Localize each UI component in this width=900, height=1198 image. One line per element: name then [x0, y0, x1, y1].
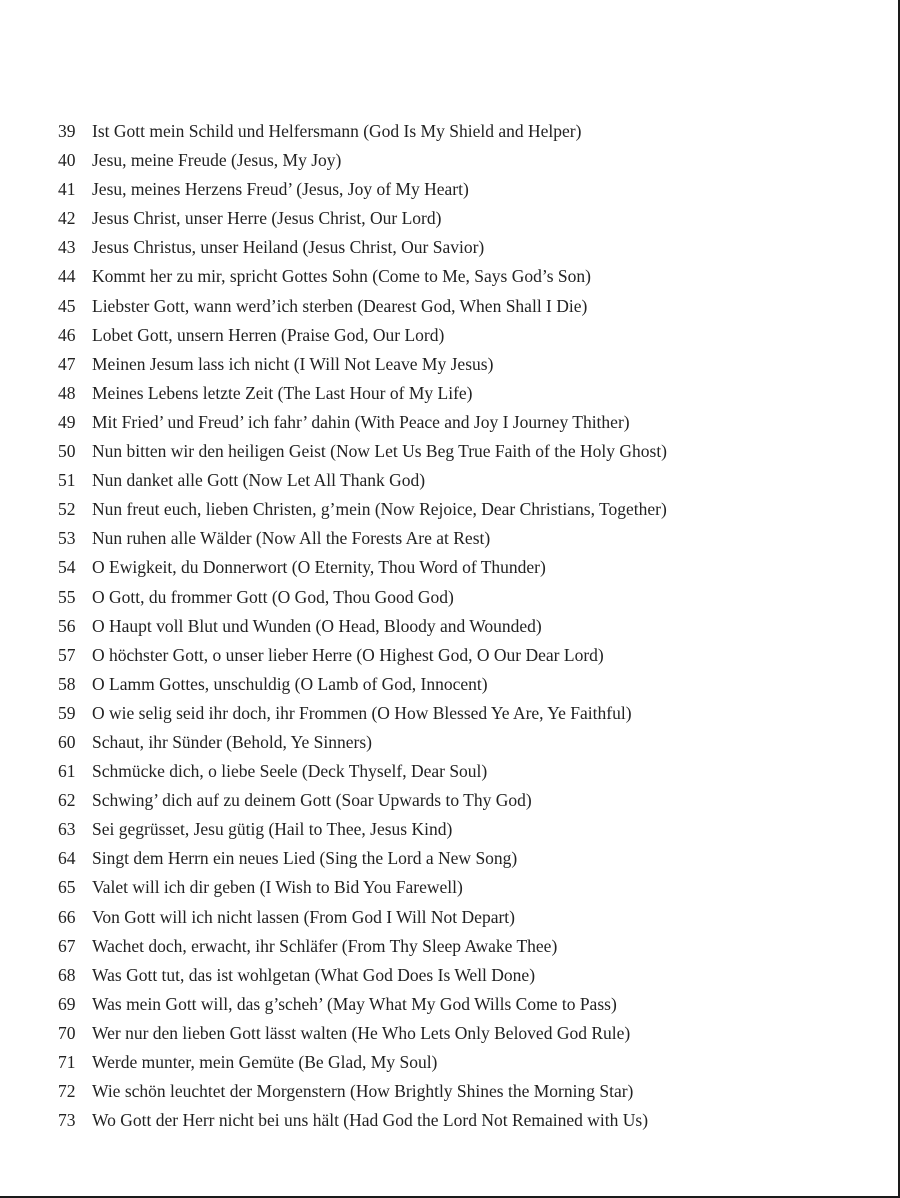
entry-title: Valet will ich dir geben (I Wish to Bid You Farewell): [92, 877, 463, 898]
entry-number: 39: [58, 121, 76, 141]
entry-number: 57: [58, 644, 76, 665]
entry-number: 55: [58, 586, 76, 607]
entry-number: 70: [58, 1022, 76, 1043]
entry-number: 64: [58, 848, 76, 869]
entry-title: Schaut, ihr Sünder (Behold, Ye Sinners): [92, 731, 372, 752]
list-item: [58, 495, 667, 524]
entry-title: O höchster Gott, o unser lieber Herre (O Highest God, O Our Dear Lord): [92, 644, 604, 665]
entry-number: 43: [58, 237, 76, 258]
list-item: [58, 1019, 667, 1048]
entry-number: 42: [58, 208, 76, 229]
entry-number: 68: [58, 964, 76, 985]
entry-number: 46: [58, 324, 76, 345]
entry-title: Nun bitten wir den heiligen Geist (Now Let Us Beg True Faith of the Holy Ghost): [92, 441, 668, 462]
entry-title: Jesus Christ, unser Herre (Jesus Christ, Our Lord): [92, 208, 442, 229]
entry-number: 52: [58, 499, 76, 520]
entry-number: 48: [58, 382, 76, 403]
entry-title: Wer nur den lieben Gott lässt walten (He Who Lets Only Beloved God Rule): [92, 1022, 631, 1043]
list-item: [58, 1077, 667, 1106]
chorale-list: [58, 117, 667, 1135]
entry-number: 54: [58, 557, 76, 578]
entry-number: 51: [58, 470, 76, 491]
list-item: [58, 262, 667, 291]
entry-number: 47: [58, 353, 76, 374]
list-item: [58, 1048, 667, 1077]
entry-title: Von Gott will ich nicht lassen (From God I Will Not Depart): [92, 906, 515, 927]
list-item: [58, 873, 667, 902]
list-item: [58, 233, 667, 262]
list-item: [58, 553, 667, 582]
entry-title: Schwing’ dich auf zu deinem Gott (Soar Upwards to Thy God): [92, 790, 532, 811]
entry-number: 67: [58, 935, 76, 956]
entry-number: 40: [58, 150, 76, 171]
entry-number: 60: [58, 731, 76, 752]
entry-number: 59: [58, 702, 76, 723]
entry-number: 66: [58, 906, 76, 927]
entry-number: 61: [58, 761, 76, 782]
entry-title: O Gott, du frommer Gott (O God, Thou Good God): [92, 586, 454, 607]
entry-title: Meines Lebens letzte Zeit (The Last Hour of My Life): [92, 382, 473, 403]
list-item: [58, 699, 667, 728]
entry-number: 53: [58, 528, 76, 549]
list-item: [58, 524, 667, 553]
entry-title: Was Gott tut, das ist wohlgetan (What God Does Is Well Done): [92, 964, 536, 985]
entry-title: Jesu, meine Freude (Jesus, My Joy): [92, 150, 342, 171]
entry-title: O Lamm Gottes, unschuldig (O Lamb of God, Innocent): [92, 673, 488, 694]
list-item: [58, 146, 667, 175]
entry-number: 50: [58, 441, 76, 462]
list-item: [58, 1106, 667, 1135]
entry-title: Nun freut euch, lieben Christen, g’mein (Now Rejoice, Dear Christians, Together): [92, 499, 667, 520]
list-item: [58, 903, 667, 932]
entry-title: O Ewigkeit, du Donnerwort (O Eternity, Thou Word of Thunder): [92, 557, 546, 578]
entry-title: Liebster Gott, wann werd’ich sterben (Dearest God, When Shall I Die): [92, 295, 588, 316]
entry-number: 56: [58, 615, 76, 636]
list-item: [58, 292, 667, 321]
entry-title: Wachet doch, erwacht, ihr Schläfer (From Thy Sleep Awake Thee): [92, 935, 558, 956]
entry-number: 49: [58, 411, 76, 432]
entry-title: Sei gegrüsset, Jesu gütig (Hail to Thee, Jesus Kind): [92, 819, 453, 840]
entry-number: 44: [58, 266, 76, 287]
entry-title: Jesus Christus, unser Heiland (Jesus Christ, Our Savior): [92, 237, 485, 258]
entry-title: Nun danket alle Gott (Now Let All Thank God): [92, 470, 426, 491]
list-item: [58, 408, 667, 437]
entry-number: 63: [58, 819, 76, 840]
entry-number: 71: [58, 1052, 76, 1072]
list-item: [58, 932, 667, 961]
list-item: [58, 204, 667, 233]
list-item: [58, 641, 667, 670]
list-item: [58, 466, 667, 495]
entry-title: Schmücke dich, o liebe Seele (Deck Thyself, Dear Soul): [92, 761, 488, 782]
entry-number: 62: [58, 790, 76, 811]
list-item: [58, 175, 667, 204]
entry-title: Jesu, meines Herzens Freud’ (Jesus, Joy of My Heart): [92, 179, 469, 200]
entry-title: O Haupt voll Blut und Wunden (O Head, Bloody and Wounded): [92, 615, 542, 636]
entry-title: Singt dem Herrn ein neues Lied (Sing the Lord a New Song): [92, 848, 518, 869]
entry-number: 69: [58, 993, 76, 1014]
list-item: [58, 437, 667, 466]
entry-title: Was mein Gott will, das g’scheh’ (May What My God Wills Come to Pass): [92, 993, 617, 1014]
list-item: [58, 961, 667, 990]
entry-number: 65: [58, 877, 76, 898]
list-item: [58, 844, 667, 873]
entry-title: Werde munter, mein Gemüte (Be Glad, My Soul): [92, 1052, 438, 1072]
list-item: [58, 379, 667, 408]
list-item: [58, 990, 667, 1019]
entry-title: O wie selig seid ihr doch, ihr Frommen (O How Blessed Ye Are, Ye Faithful): [92, 702, 632, 723]
list-item: [58, 350, 667, 379]
entry-number: 72: [58, 1081, 76, 1102]
entry-title: Wo Gott der Herr nicht bei uns hält (Had God the Lord Not Remained with Us): [92, 1110, 649, 1131]
entry-title: Meinen Jesum lass ich nicht (I Will Not Leave My Jesus): [92, 353, 494, 374]
list-item: [58, 815, 667, 844]
entry-number: 41: [58, 179, 76, 200]
entry-title: Lobet Gott, unsern Herren (Praise God, Our Lord): [92, 324, 445, 345]
entry-number: 58: [58, 673, 76, 694]
list-item: [58, 117, 667, 146]
entry-title: Nun ruhen alle Wälder (Now All the Forests Are at Rest): [92, 528, 491, 549]
list-item: [58, 757, 667, 786]
entry-title: Wie schön leuchtet der Morgenstern (How Brightly Shines the Morning Star): [92, 1081, 634, 1102]
entry-number: 45: [58, 295, 76, 316]
list-item: [58, 670, 667, 699]
list-item: [58, 321, 667, 350]
list-item: [58, 786, 667, 815]
list-item: [58, 612, 667, 641]
list-item: [58, 583, 667, 612]
entry-title: Mit Fried’ und Freud’ ich fahr’ dahin (With Peace and Joy I Journey Thither): [92, 411, 630, 432]
entry-title: Kommt her zu mir, spricht Gottes Sohn (Come to Me, Says God’s Son): [92, 266, 591, 287]
entry-number: 73: [58, 1110, 76, 1131]
entry-title: Ist Gott mein Schild und Helfersmann (God Is My Shield and Helper): [92, 121, 582, 141]
list-item: [58, 728, 667, 757]
